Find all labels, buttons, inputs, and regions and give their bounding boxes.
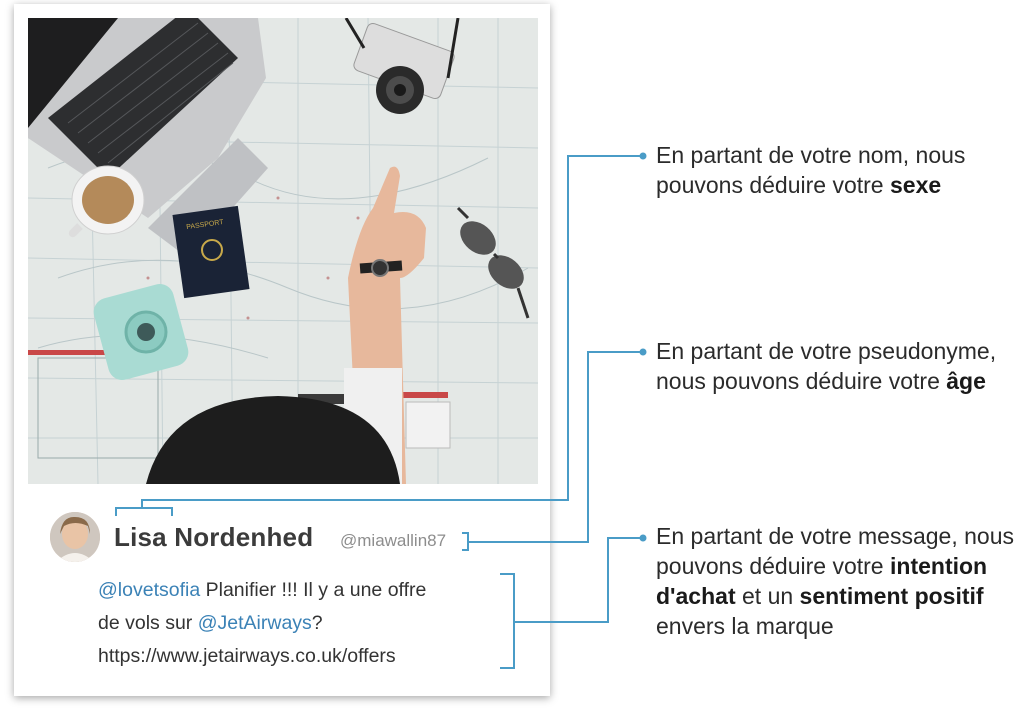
connector-dot-1	[641, 154, 646, 159]
connector-dot-2	[641, 350, 646, 355]
mention-lovetsofia[interactable]: @lovetsofia	[98, 579, 201, 601]
tweet-text	[98, 574, 518, 673]
avatar[interactable]	[50, 512, 100, 562]
callout-3-bold-1: intention d'achat	[656, 553, 988, 609]
callout-3-post: envers la marque	[656, 613, 834, 639]
mention-jetairways[interactable]: @JetAirways	[197, 612, 312, 634]
tweet-line-2-suffix: ?	[311, 612, 323, 634]
callout-message	[656, 521, 1016, 641]
callout-3-text: En partant de votre message, nous pouvons déduire votre	[656, 523, 1014, 579]
tweet-line-1	[98, 574, 518, 607]
tweet-line-1-text: Planifier !!! Il y a une offre	[200, 579, 427, 601]
callout-3-bold-2: sentiment positif	[799, 583, 984, 609]
tweet-link[interactable]: https://www.jetairways.co.uk/offers	[98, 645, 396, 667]
callout-2-bold: âge	[946, 368, 986, 394]
callout-1-text: En partant de votre nom, nous pouvons déduire votre	[656, 142, 966, 198]
avatar-image	[50, 512, 100, 562]
user-handle[interactable]: @miawallin87	[340, 531, 447, 550]
coffee-cup-icon	[72, 166, 144, 234]
callout-2-text: En partant de votre pseudonyme, nous pouvons déduire votre	[656, 338, 997, 394]
callout-3-mid: et un	[735, 583, 800, 609]
tweet-line-2-prefix: de vols sur	[98, 612, 198, 634]
map-band-right	[398, 392, 448, 398]
callout-pseudonym	[656, 336, 1016, 396]
tweet-line-2	[98, 607, 518, 640]
passport-icon	[172, 206, 249, 298]
callout-name	[656, 140, 1016, 200]
passport-text: PASSPORT	[185, 219, 224, 232]
username[interactable]: Lisa Nordenhed	[114, 522, 314, 552]
photo-illustration	[28, 18, 538, 484]
travel-photo	[28, 18, 538, 484]
connector-dot-3	[641, 536, 646, 541]
map-legend	[406, 402, 450, 448]
callout-1-bold: sexe	[890, 172, 942, 198]
